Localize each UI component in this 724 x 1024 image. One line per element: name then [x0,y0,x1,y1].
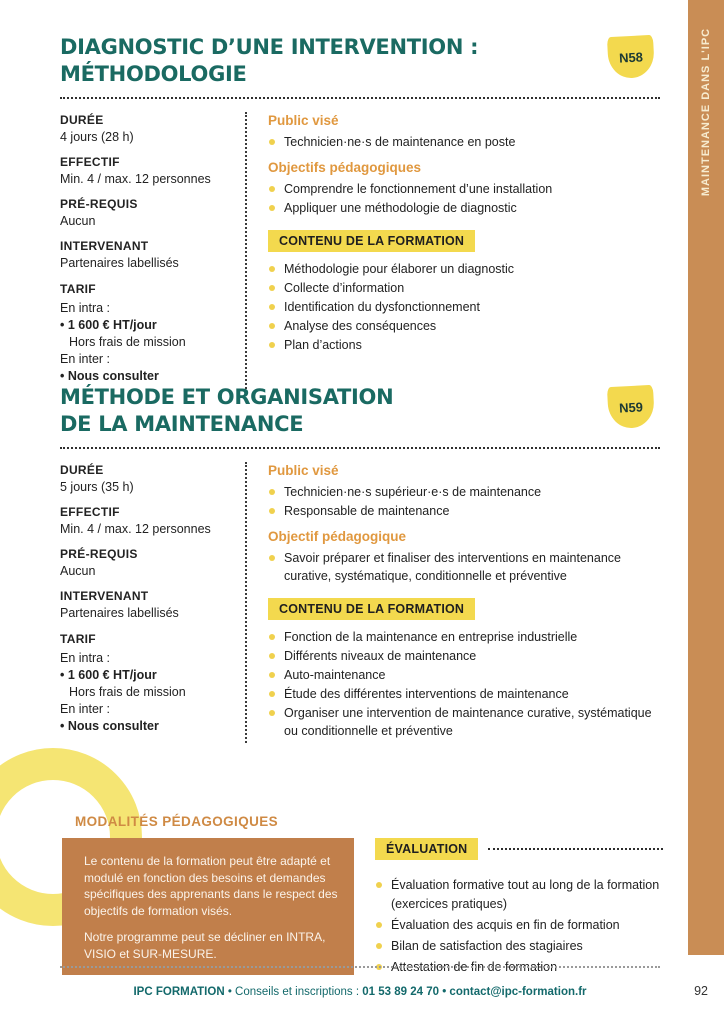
tarif-inter-label: En inter : [60,702,111,716]
detail-value: Partenaires labellisés [60,256,179,270]
tarif-intra-note: Hors frais de mission [69,335,186,349]
detail-value: 4 jours (28 h) [60,130,134,144]
evaluation-chip: ÉVALUATION [375,838,478,860]
course-title [60,34,478,88]
list-item: Responsable de maintenance [268,502,660,520]
dotted-divider [488,848,663,850]
list-item: Évaluation des acquis en fin de formation [375,916,663,935]
course-facts-column [60,462,245,743]
footer-separator: • [439,986,450,998]
public-vise-heading: Public visé [268,463,339,478]
list-item: Bilan de satisfaction des stagiaires [375,937,663,956]
list-item: Plan d’actions [268,336,660,354]
page-number: 92 [694,984,708,998]
tarif-intra-label: En intra : [60,301,111,315]
dotted-divider [60,447,660,449]
tarif-inter-value: • Nous consulter [60,368,245,385]
detail-value: Aucun [60,564,96,578]
course-header [60,384,660,438]
detail-label: EFFECTIF [60,155,120,169]
detail-duree [60,112,245,146]
list-item: Attestation de fin de formation [375,958,663,977]
section-side-tab [688,0,724,955]
list-item: Technicien·ne·s supérieur·e·s de maintenance [268,483,660,501]
detail-value: Min. 4 / max. 12 personnes [60,522,211,536]
course-title-line1: MÉTHODE ET ORGANISATION [60,385,394,409]
course-number-badge: N58 [607,35,655,79]
modalites-paragraph: Notre programme peut se décliner en INTRA, VISIO et SUR-MESURE. [84,930,326,961]
footer-email: contact@ipc-formation.fr [449,986,587,998]
detail-label: EFFECTIF [60,505,120,519]
footer-text: • Conseils et inscriptions : [224,986,363,998]
course-title-line1: DIAGNOSTIC D’UNE INTERVENTION : [60,35,479,59]
detail-value: Partenaires labellisés [60,606,179,620]
list-item: Identification du dysfonctionnement [268,298,660,316]
list-item: Étude des différentes interventions de maintenance [268,685,660,703]
detail-intervenant [60,238,245,272]
objectifs-list [268,549,660,585]
course-number-badge: N59 [607,385,655,429]
detail-tarif [60,281,245,385]
detail-label: PRÉ-REQUIS [60,197,138,211]
list-item: Collecte d’information [268,279,660,297]
course-program-column [247,112,660,393]
objectifs-heading: Objectif pédagogique [268,529,407,544]
detail-effectif [60,504,245,538]
footer-divider [60,966,660,968]
course-section-n59 [60,384,660,743]
detail-effectif [60,154,245,188]
tarif-label: TARIF [60,282,96,296]
course-body [60,462,660,743]
detail-label: PRÉ-REQUIS [60,547,138,561]
footer-contact-line [60,986,660,998]
course-title-line2: DE LA MAINTENANCE [60,412,304,436]
objectifs-heading: Objectifs pédagogiques [268,160,422,175]
tarif-inter-value: • Nous consulter [60,718,245,735]
list-item: Auto-maintenance [268,666,660,684]
side-tab-label: MAINTENANCE DANS L'IPC [700,27,712,197]
public-vise-list [268,133,660,151]
course-title-line2: MÉTHODOLOGIE [60,62,247,86]
detail-label: INTERVENANT [60,589,149,603]
course-title [60,384,393,438]
evaluation-list [375,876,663,977]
course-body [60,112,660,393]
footer-phone: 01 53 89 24 70 [362,986,439,998]
list-item: Analyse des conséquences [268,317,660,335]
detail-prerequis [60,546,245,580]
dotted-divider [60,97,660,99]
public-vise-heading: Public visé [268,113,339,128]
contenu-formation-chip: CONTENU DE LA FORMATION [268,598,475,620]
detail-label: INTERVENANT [60,239,149,253]
list-item: Appliquer une méthodologie de diagnostic [268,199,660,217]
detail-value: Min. 4 / max. 12 personnes [60,172,211,186]
tarif-label: TARIF [60,632,96,646]
list-item: Méthodologie pour élaborer un diagnostic [268,260,660,278]
modalites-box [62,838,354,975]
list-item: Comprendre le fonctionnement d’une installation [268,180,660,198]
list-item: Fonction de la maintenance en entreprise industrielle [268,628,660,646]
list-item: Différents niveaux de maintenance [268,647,660,665]
list-item: Organiser une intervention de maintenance curative, systématique ou conditionnelle et préventive [268,704,660,740]
evaluation-block [375,838,663,979]
objectifs-list [268,180,660,217]
course-program-column [247,462,660,743]
footer-brand: IPC FORMATION [133,986,225,998]
tarif-inter-label: En inter : [60,352,111,366]
modalites-heading: MODALITÉS PÉDAGOGIQUES [75,814,279,829]
detail-intervenant [60,588,245,622]
detail-value: Aucun [60,214,96,228]
evaluation-header [375,838,663,860]
detail-value: 5 jours (35 h) [60,480,134,494]
detail-label: DURÉE [60,113,104,127]
list-item: Savoir préparer et finaliser des interventions en maintenance curative, systématique, conditionnelle et préventive [268,549,660,585]
detail-tarif [60,631,245,735]
tarif-intra-label: En intra : [60,651,111,665]
list-item: Évaluation formative tout au long de la formation (exercices pratiques) [375,876,663,914]
detail-label: DURÉE [60,463,104,477]
public-vise-list [268,483,660,520]
detail-prerequis [60,196,245,230]
tarif-intra-note: Hors frais de mission [69,685,186,699]
contenu-formation-chip: CONTENU DE LA FORMATION [268,230,475,252]
tarif-intra-price: • 1 600 € HT/jour [60,317,245,334]
course-section-n58 [60,34,660,393]
modalites-paragraph: Le contenu de la formation peut être adapté et modulé en fonction des besoins et demandes spécifiques des apprenants dans le respect des objectifs de formation visés. [84,854,338,918]
contenu-list [268,260,660,354]
course-facts-column [60,112,245,393]
detail-duree [60,462,245,496]
tarif-intra-price: • 1 600 € HT/jour [60,667,245,684]
contenu-list [268,628,660,740]
list-item: Technicien·ne·s de maintenance en poste [268,133,660,151]
course-header [60,34,660,88]
